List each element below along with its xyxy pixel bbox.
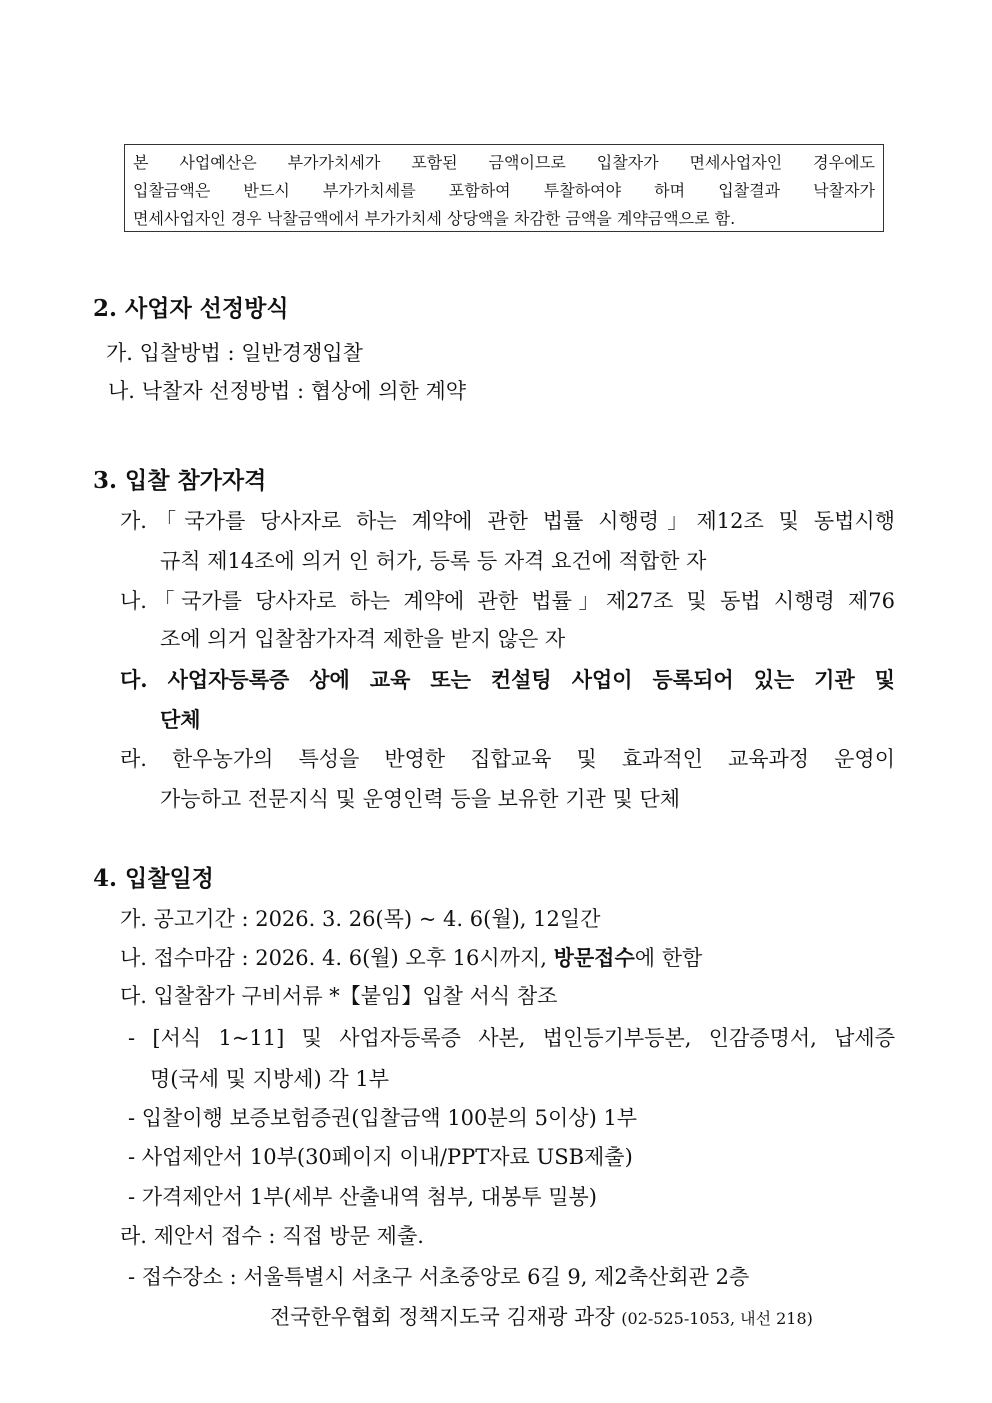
contact-phone: (02-525-1053, 내선 218): [621, 1309, 813, 1328]
section-3-item-b-line2: 조에 의거 입찰참가자격 제한을 받지 않은 자: [160, 627, 566, 651]
section-3-item-a-line2: 규칙 제14조에 의거 인 허가, 등록 등 자격 요건에 적합한 자: [160, 549, 707, 573]
required-docs-price: - 가격제안서 1부(세부 산출내역 첨부, 대봉투 밀봉): [128, 1185, 598, 1209]
deadline-text: 나. 접수마감 : 2026. 4. 6(월) 오후 16시까지,: [120, 946, 554, 970]
section-3-item-d-line2: 가능하고 전문지식 및 운영인력 등을 보유한 기관 및 단체: [160, 787, 680, 811]
section-3-item-c-line2: 단체: [160, 707, 201, 732]
notice-line: 입찰금액은 반드시 부가가치세를 포함하여 투찰하여야 하며 입찰결과 낙찰자가: [133, 181, 875, 200]
section-4-item-a: 가. 공고기간 : 2026. 3. 26(목) ~ 4. 6(월), 12일간: [120, 907, 601, 931]
vat-notice-box: [124, 144, 884, 232]
required-docs-proposal: - 사업제안서 10부(30페이지 이내/PPT자료 USB제출): [128, 1145, 633, 1169]
section-4-item-c: 다. 입찰참가 구비서류 *【붙임】입찰 서식 참조: [120, 984, 558, 1008]
required-docs-line1: - [서식 1~11] 및 사업자등록증 사본, 법인등기부등본, 인감증명서, 납세증: [128, 1026, 895, 1050]
section-3-item-c-line1: 다. 사업자등록증 상에 교육 또는 컨설팅 사업이 등록되어 있는 기관 및: [120, 667, 895, 692]
contact-person: 전국한우협회 정책지도국 김재광 과장: [270, 1305, 622, 1329]
notice-line: 면세사업자인 경우 낙찰금액에서 부가가치세 상당액을 차감한 금액을 계약금액으로 함.: [133, 209, 736, 228]
section-2-item-b: 나. 낙찰자 선정방법 : 협상에 의한 계약: [108, 379, 467, 403]
visit-submission-emphasis: 방문접수: [553, 945, 635, 970]
notice-line: 본 사업예산은 부가가치세가 포함된 금액이므로 입찰자가 면세사업자인 경우에도: [133, 153, 875, 172]
deadline-suffix: 에 한함: [634, 946, 703, 970]
section-2-title: 2. 사업자 선정방식: [93, 295, 289, 322]
section-3-title: 3. 입찰 참가자격: [93, 467, 267, 494]
section-4-title: 4. 입찰일정: [93, 865, 214, 892]
section-3-item-d-line1: 라. 한우농가의 특성을 반영한 집합교육 및 효과적인 교육과정 운영이: [120, 747, 895, 771]
required-docs-line2: 명(국세 및 지방세) 각 1부: [150, 1067, 390, 1091]
section-4-item-d: 라. 제안서 접수 : 직접 방문 제출.: [120, 1224, 424, 1248]
section-3-item-a-line1: 가.「국가를 당사자로 하는 계약에 관한 법률 시행령」제12조 및 동법시행: [120, 509, 895, 533]
section-2-item-a: 가. 입찰방법 : 일반경쟁입찰: [106, 341, 363, 365]
required-docs-bond: - 입찰이행 보증보험증권(입찰금액 100분의 5이상) 1부: [128, 1106, 638, 1130]
submission-place: - 접수장소 : 서울특별시 서초구 서초중앙로 6길 9, 제2축산회관 2층: [128, 1265, 750, 1289]
contact-line: [270, 1301, 813, 1331]
section-4-item-b: [120, 942, 702, 972]
section-3-item-b-line1: 나.「국가를 당사자로 하는 계약에 관한 법률」제27조 및 동법 시행령 제76: [120, 589, 895, 613]
